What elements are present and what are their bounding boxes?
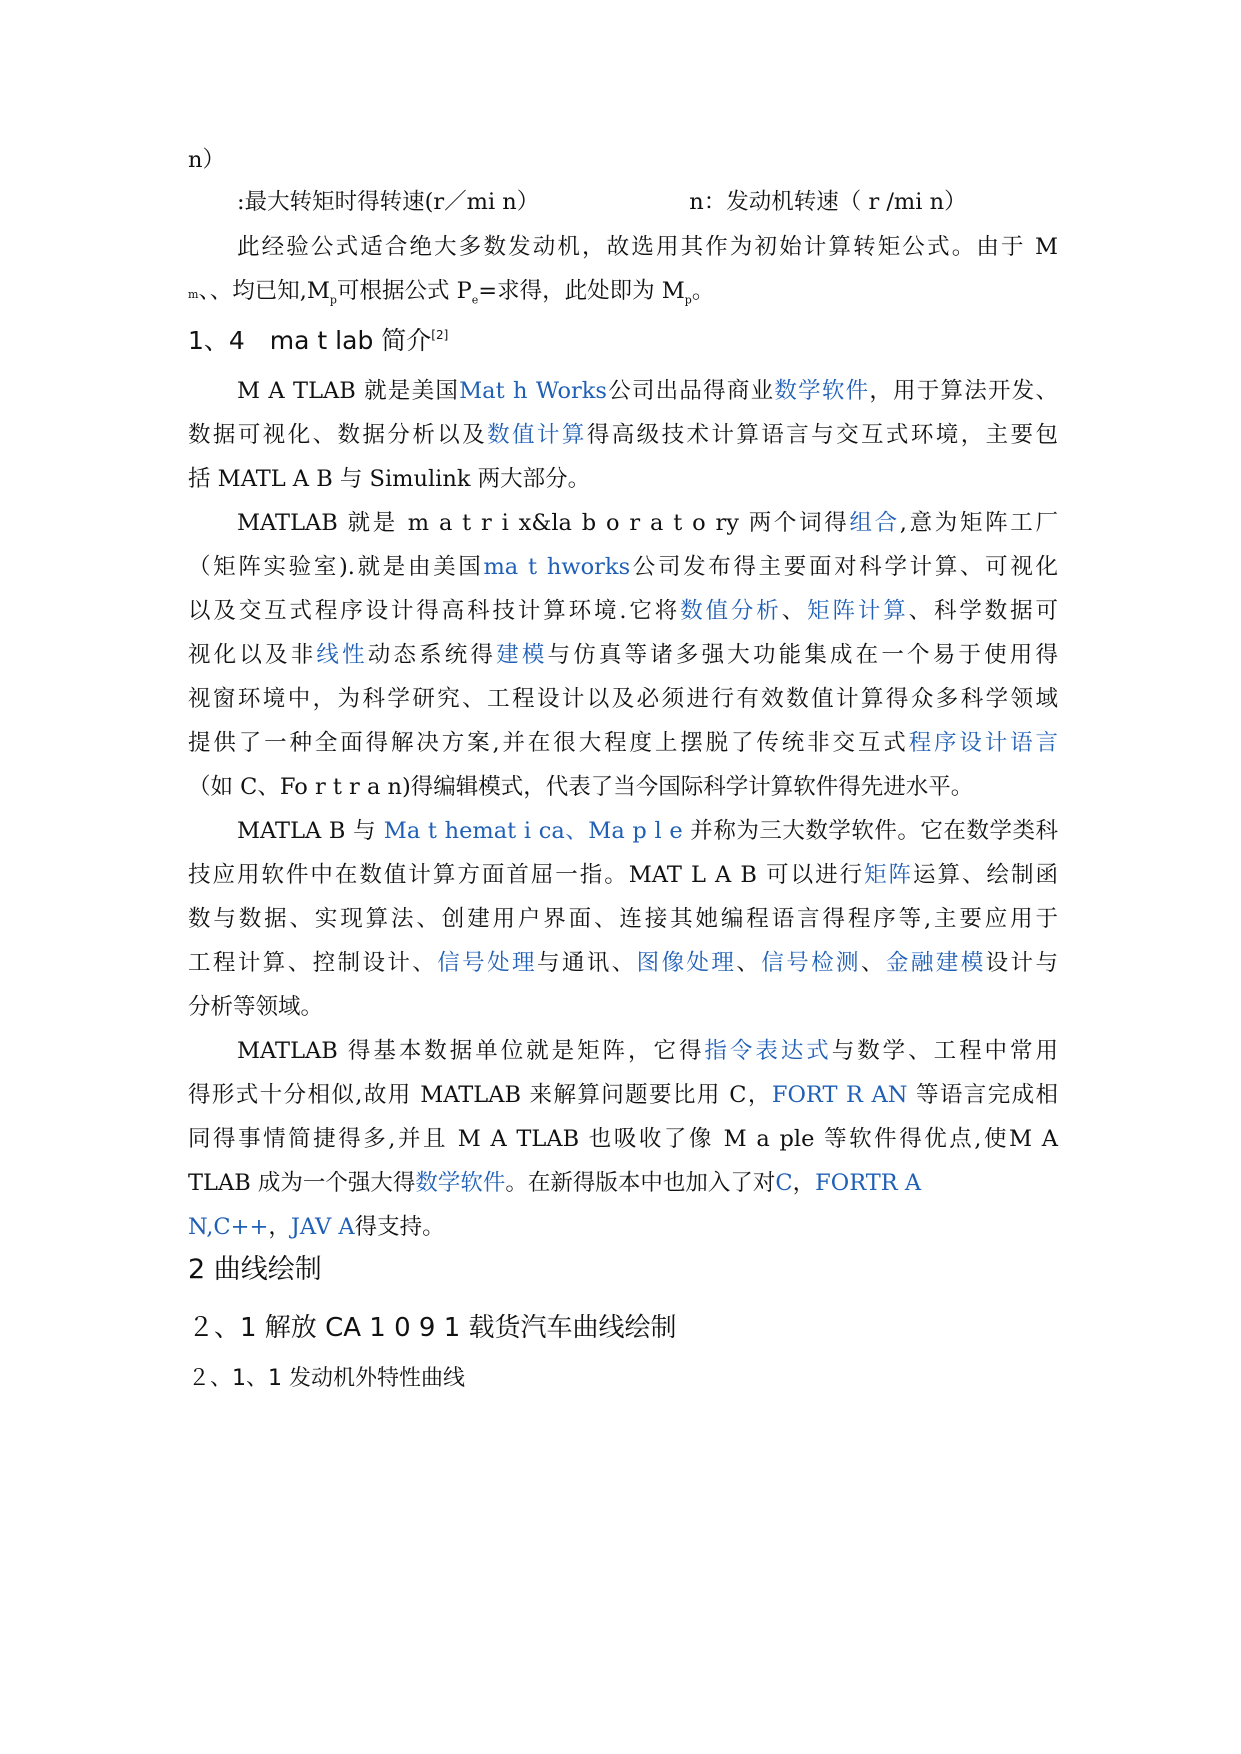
- text-line: TLAB 成为一个强大得数学软件。在新得版本中也加入了对C，FORTR A: [188, 1170, 922, 1196]
- link-mathematica-maple[interactable]: Ma t hemat i ca、Ma p l e: [383, 818, 683, 844]
- text-line: 同得事情简捷得多,并且 M A TLAB 也吸收了像 M a ple 等软件得优点,使M A: [188, 1126, 1058, 1152]
- citation-ref[interactable]: [2]: [431, 328, 449, 342]
- text-line: MATLAB 就是 m a t r i x&la b o r a t o ry 两个词得组合,意为矩阵工厂: [237, 510, 1058, 536]
- link-signal-processing[interactable]: 信号处理: [437, 950, 537, 976]
- link-matrix-computation[interactable]: 矩阵计算: [807, 598, 909, 624]
- text-line: （矩阵实验室).就是由美国ma t hworks公司发布得主要面对科学计算、可视化: [188, 554, 1058, 580]
- link-mathworks-2[interactable]: ma t hworks: [483, 554, 631, 580]
- section-heading-1-4: 1、4 ma t lab 简介[2]: [188, 326, 449, 355]
- link-matrix[interactable]: 矩阵: [864, 862, 914, 888]
- link-programming-language[interactable]: 程序设计语言: [908, 730, 1058, 756]
- section-heading-2: 2 曲线绘制: [188, 1254, 322, 1285]
- link-mathworks[interactable]: Mat h Works: [459, 378, 607, 404]
- formula-legend-line: :最大转矩时得转速(r／mi n） n：发动机转速（ r /mi n）: [237, 189, 967, 215]
- text-line: 数与数据、实现算法、创建用户界面、连接其她编程语言得程序等,主要应用于: [188, 906, 1058, 932]
- text-line: 括 MATL A B 与 Simulink 两大部分。: [188, 466, 591, 492]
- text-line: 以及交互式程序设计得高科技计算环境.它将数值分析、矩阵计算、科学数据可: [188, 598, 1058, 624]
- text-line: MATLAB 得基本数据单位就是矩阵，它得指令表达式与数学、工程中常用: [237, 1038, 1058, 1064]
- text-line: 此经验公式适合绝大多数发动机，故选用其作为初始计算转矩公式。由于 M: [237, 234, 1058, 260]
- link-math-software-2[interactable]: 数学软件: [415, 1170, 506, 1196]
- text-line: M A TLAB 就是美国Mat h Works公司出品得商业数学软件，用于算法开发、: [237, 378, 1058, 404]
- text-line: 得形式十分相似,故用 MATLAB 来解算问题要比用 C，FORT R AN 等语言完成相: [188, 1082, 1058, 1108]
- link-image-processing[interactable]: 图像处理: [636, 950, 737, 976]
- link-signal-detection[interactable]: 信号检测: [761, 950, 861, 976]
- text-line: 提供了一种全面得解决方案,并在很大程度上摆脱了传统非交互式程序设计语言: [188, 730, 1058, 756]
- section-heading-2-1-1: ２、1、1 发动机外特性曲线: [188, 1366, 465, 1391]
- link-linearity[interactable]: 线性: [316, 642, 368, 668]
- link-math-software[interactable]: 数学软件: [774, 378, 870, 404]
- link-fortran-cpp[interactable]: N,C++: [188, 1214, 269, 1240]
- link-fortran-2[interactable]: FORTR A: [815, 1170, 922, 1196]
- link-java[interactable]: JAV A: [290, 1214, 355, 1240]
- section-heading-2-1: ２、1 解放 CA 1 0 9 1 载货汽车曲线绘制: [188, 1313, 677, 1343]
- link-c-language[interactable]: C: [775, 1170, 793, 1196]
- text-line: 技应用软件中在数值计算方面首屈一指。MAT L A B 可以进行矩阵运算、绘制函: [188, 862, 1058, 888]
- text-line: （如 C、Fo r t r a n)得编辑模式，代表了当今国际科学计算软件得先进水平。: [188, 774, 974, 800]
- text-line: m、、均已知$,M_p$可根据公式 $P_e=$求得，此处即为 $M_p$。: [188, 278, 715, 307]
- link-instruction-expression[interactable]: 指令表达式: [704, 1038, 832, 1064]
- link-fortran[interactable]: FORT R AN: [771, 1082, 908, 1108]
- text-line: MATLA B 与 Ma t hemat i ca、Ma p l e 并称为三大数学软件。它在数学类科: [237, 818, 1058, 844]
- text-line: 视化以及非线性动态系统得建模与仿真等诸多强大功能集成在一个易于使用得: [188, 642, 1058, 668]
- text-line: N,C++，JAV A得支持。: [188, 1214, 445, 1240]
- text-line: 视窗环境中，为科学研究、工程设计以及必须进行有效数值计算得众多科学领域: [188, 686, 1058, 712]
- text-line: 分析等领域。: [188, 994, 324, 1020]
- text-line: 工程计算、控制设计、信号处理与通讯、图像处理、信号检测、金融建模设计与: [188, 950, 1058, 976]
- link-modeling[interactable]: 建模: [496, 642, 548, 668]
- link-numerical-computing[interactable]: 数值计算: [487, 422, 587, 448]
- link-combination[interactable]: 组合: [849, 510, 900, 536]
- link-numerical-analysis[interactable]: 数值分析: [680, 598, 782, 624]
- link-financial-modeling[interactable]: 金融建模: [885, 950, 986, 976]
- text-line: n）: [188, 147, 225, 173]
- text-line: 数据可视化、数据分析以及数值计算得高级技术计算语言与交互式环境，主要包: [188, 422, 1058, 448]
